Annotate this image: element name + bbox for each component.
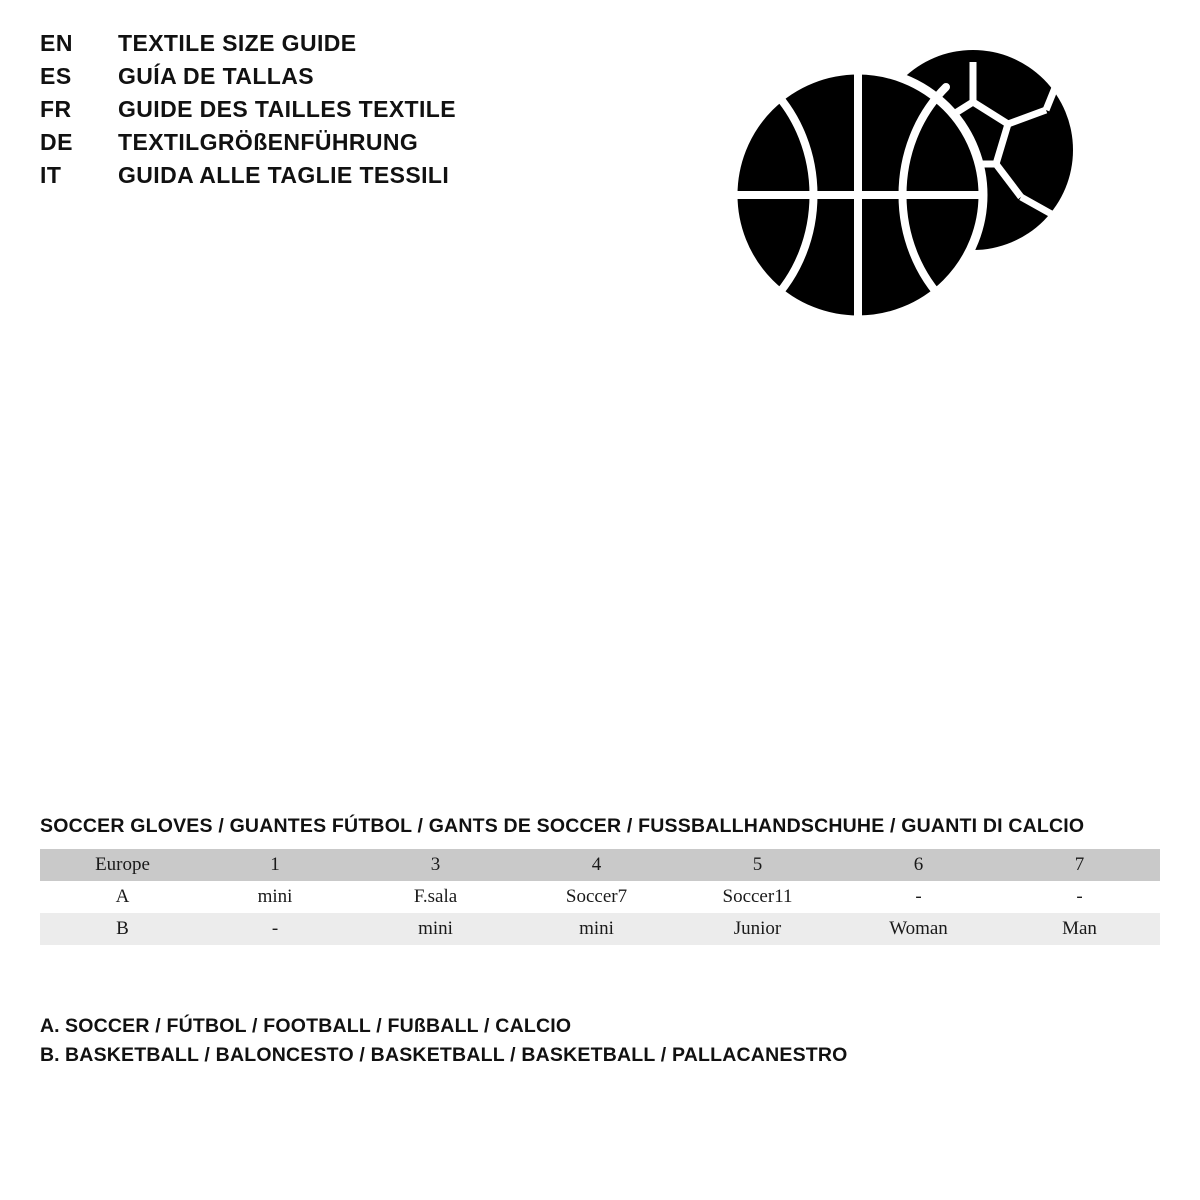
size-table [40,849,1160,945]
language-title: GUIDA ALLE TAGLIE TESSILI [118,162,450,188]
table-cell: F.sala [413,886,458,907]
table-cell: mini [579,918,614,939]
table-cell: Man [1062,918,1097,939]
table-header-cell: 5 [752,854,763,875]
table-cell: - [1076,886,1083,907]
footnote-b [40,1044,1040,1073]
table-cell: Soccer7 [565,886,628,907]
table-header-cell: Europe [95,854,150,875]
table-cell: Soccer11 [722,886,793,907]
language-title: TEXTILGRÖßENFÜHRUNG [118,129,419,155]
language-row-de [40,129,660,162]
language-code: ES [40,63,72,89]
language-code: DE [40,129,73,155]
table-header-cell: 3 [430,854,441,875]
table-header-cell: 6 [913,854,924,875]
footnotes [40,1015,1040,1073]
footnote-text: BASKETBALL / BALONCESTO / BASKETBALL / BASKETBALL / PALLACANESTRO [65,1044,848,1066]
table-cell: mini [257,886,293,907]
language-code: IT [40,162,62,188]
footnote-text: SOCCER / FÚTBOL / FOOTBALL / FUßBALL / CALCIO [65,1015,572,1037]
footnote-key: B. [40,1044,60,1066]
table-cell: - [271,918,279,939]
table-header-cell: 1 [270,854,280,875]
language-code: EN [40,30,73,56]
language-title: TEXTILE SIZE GUIDE [118,30,357,56]
table-row [40,881,1160,913]
balls-illustration [718,40,1108,340]
table-row-label: B [116,918,129,939]
table-row-label: A [115,886,130,907]
language-row-it [40,162,660,195]
size-table-section [40,815,1160,945]
footnote-a [40,1015,1040,1044]
table-cell: Junior [733,918,782,939]
table-header-cell: 4 [591,854,602,875]
table-row [40,913,1160,945]
table-header-row [40,849,1160,881]
language-code: FR [40,96,72,122]
table-cell: mini [418,918,453,939]
table-cell: Woman [889,918,948,939]
footnote-key: A. [40,1015,60,1037]
language-title: GUÍA DE TALLAS [118,63,314,89]
language-row-es [40,63,660,96]
language-legend [40,30,660,195]
basketball-and-soccer-ball-icon [718,40,1108,340]
language-title: GUIDE DES TAILLES TEXTILE [118,96,456,122]
size-table-title: SOCCER GLOVES / GUANTES FÚTBOL / GANTS DE SOCCER / FUSSBALLHANDSCHUHE / GUANTI DI CALCIO [40,815,1085,837]
language-row-en [40,30,660,63]
table-cell: - [915,886,922,907]
table-header-cell: 7 [1074,854,1085,875]
language-row-fr [40,96,660,129]
